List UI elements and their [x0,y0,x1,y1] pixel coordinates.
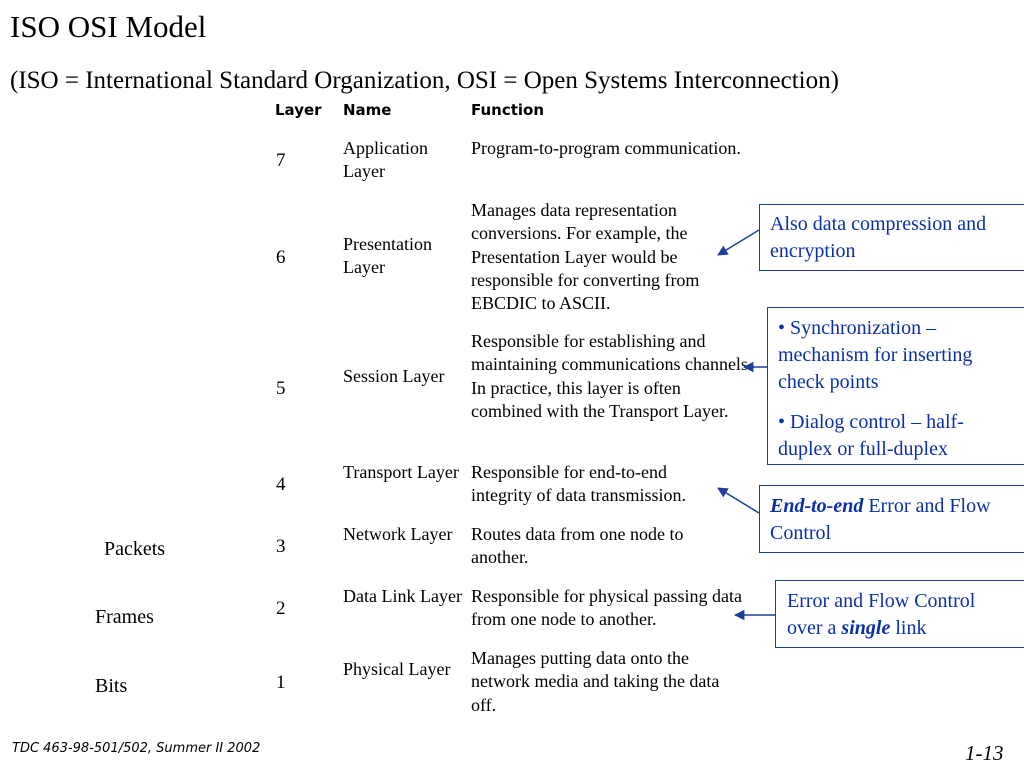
callout-datalink-emphasis: single [841,617,891,639]
layer-number-5: 5 [276,378,286,399]
footer-page-number: 1-13 [965,741,1004,765]
footer-course: TDC 463-98-501/502, Summer II 2002 [12,741,261,756]
layer-function-presentation: Manages data representation conversions. For example, the Presentation Layer would be responsible for converting from EBCDIC to ASCII. [471,200,700,314]
callout-session-bullet-dialog: • Dialog control – half-duplex or full-duplex [778,411,964,460]
layer-function-datalink: Responsible for physical passing data from one node to another. [471,586,742,630]
layer-number-6: 6 [276,247,286,268]
layer-function-physical: Manages putting data onto the network media and taking the data off. [471,648,720,715]
header-name: Name [343,101,392,119]
layer-name-datalink: Data Link Layer [343,586,462,606]
callout-datalink-text-before: Error and Flow Control over a [787,590,976,639]
layer-number-2: 2 [276,598,286,619]
layer-function-network: Routes data from one node to another. [471,524,684,568]
layer-name-session: Session Layer [343,366,445,386]
layer-name-transport: Transport Layer [343,462,459,482]
slide-subtitle: (ISO = International Standard Organization, OSI = Open Systems Interconnection) [10,67,839,94]
layer-number-7: 7 [276,150,286,171]
side-label-frames: Frames [95,606,154,628]
layer-number-3: 3 [276,536,286,557]
slide-title: ISO OSI Model [10,9,207,44]
layer-name-physical: Physical Layer [343,659,451,679]
callout-transport [759,485,1024,553]
layer-name-presentation: Presentation Layer [343,234,432,278]
callout-session [767,307,1024,465]
header-layer: Layer [275,101,322,119]
layer-function-transport: Responsible for end-to-end integrity of data transmission. [471,462,686,506]
side-label-packets: Packets [104,538,166,560]
layer-function-session: Responsible for establishing and maintaining communications channels. In practice, this layer is often combined with the Transport Layer. [471,331,753,421]
layer-number-1: 1 [276,672,286,693]
layer-name-application: Application Layer [343,138,428,182]
side-label-bits: Bits [95,675,128,697]
callout-transport-text: Error and Flow Control [770,495,991,544]
layer-name-network: Network Layer [343,524,453,544]
callout-presentation-text: Also data compression and encryption [770,213,987,262]
header-function: Function [471,101,545,119]
callout-session-bullet-synchronization: • Synchronization – mechanism for inserting check points [778,317,973,393]
layer-function-application: Program-to-program communication. [471,138,741,158]
callout-transport-emphasis: End-to-end [770,495,864,517]
callout-datalink [775,580,1024,648]
layer-number-4: 4 [276,474,286,495]
callout-presentation [759,204,1024,271]
callout-datalink-text-after: link [890,617,927,639]
